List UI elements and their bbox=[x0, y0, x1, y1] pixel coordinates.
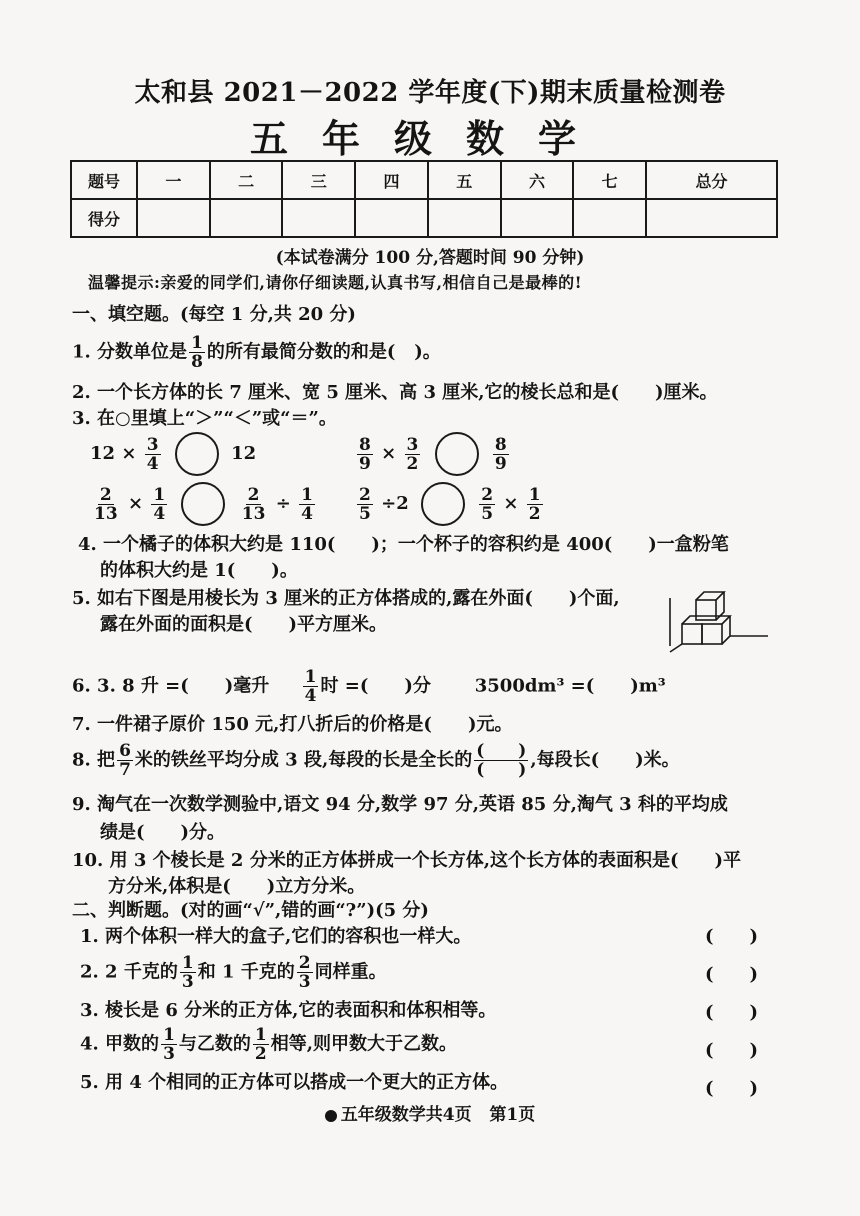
judge-question-2 bbox=[80, 954, 387, 991]
numerator: 2 bbox=[99, 484, 112, 505]
q-text: 与乙数的 bbox=[178, 1033, 251, 1055]
denominator: ( ) bbox=[476, 760, 527, 780]
compare-c bbox=[90, 482, 317, 526]
operator: × bbox=[503, 493, 519, 514]
q-text: 米的铁丝平均分成 3 段,每段的长是全长的 bbox=[134, 749, 473, 771]
numerator: 1 bbox=[301, 484, 313, 505]
denominator: 2 bbox=[528, 503, 541, 524]
q-text: 同样重。 bbox=[314, 961, 387, 983]
question-1-10-line2: 方分米,体积是( )立方分米。 bbox=[108, 876, 366, 897]
fraction bbox=[161, 1026, 177, 1063]
numerator: 6 bbox=[119, 741, 131, 761]
answer-circle[interactable] bbox=[435, 432, 479, 476]
denominator: 3 bbox=[163, 1044, 175, 1064]
q-text: 1. 分数单位是 bbox=[72, 341, 188, 363]
question-1-9-line1: 9. 淘气在一次数学测验中,语文 94 分,数学 97 分,英语 85 分,淘气 3 科的平均成 bbox=[72, 794, 728, 815]
judge-answer-2[interactable]: ( ) bbox=[705, 964, 759, 985]
fraction bbox=[493, 436, 509, 473]
compare-a bbox=[90, 432, 256, 476]
judge-answer-1[interactable]: ( ) bbox=[705, 926, 759, 947]
score-cell: 一 bbox=[137, 161, 210, 199]
score-input-cell[interactable] bbox=[282, 199, 355, 237]
answer-fraction[interactable] bbox=[474, 742, 528, 779]
score-table bbox=[70, 160, 778, 238]
score-cell: 七 bbox=[573, 161, 646, 199]
fraction bbox=[303, 668, 319, 705]
score-cell: 题号 bbox=[71, 161, 137, 199]
fraction bbox=[189, 334, 205, 371]
operator: ÷ bbox=[275, 493, 291, 514]
fraction bbox=[357, 436, 373, 473]
operator: ÷2 bbox=[381, 493, 409, 514]
q-text: 相等,则甲数大于乙数。 bbox=[270, 1033, 458, 1055]
numerator: 2 bbox=[481, 484, 494, 505]
question-1-8 bbox=[72, 742, 680, 779]
score-input-cell[interactable] bbox=[137, 199, 210, 237]
score-input-cell[interactable] bbox=[573, 199, 646, 237]
q-text: )。 bbox=[414, 341, 441, 363]
fraction bbox=[527, 486, 543, 523]
score-input-cell[interactable] bbox=[210, 199, 283, 237]
numerator: 1 bbox=[304, 667, 317, 687]
operator: × bbox=[381, 443, 397, 464]
q-text: 的所有最简分数的和是( bbox=[206, 341, 396, 363]
fraction bbox=[297, 954, 313, 991]
denominator: 4 bbox=[304, 686, 317, 706]
denominator: 3 bbox=[181, 972, 194, 992]
question-1-4-line2: 的体积大约是 1( )。 bbox=[100, 560, 298, 581]
numerator: 1 bbox=[181, 953, 194, 973]
score-input-cell[interactable] bbox=[355, 199, 428, 237]
numerator: 2 bbox=[359, 484, 371, 505]
judge-question-5: 5. 用 4 个相同的正方体可以搭成一个更大的正方体。 bbox=[80, 1072, 509, 1093]
judge-question-1: 1. 两个体积一样大的盒子,它们的容积也一样大。 bbox=[80, 926, 472, 947]
denominator: 2 bbox=[406, 453, 419, 474]
q-text: 3500dm³ =( )m³ bbox=[474, 675, 666, 697]
page-footer bbox=[0, 1100, 860, 1125]
score-row-label: 得分 bbox=[71, 199, 137, 237]
score-cell: 六 bbox=[501, 161, 574, 199]
score-cell: 总分 bbox=[646, 161, 777, 199]
numerator: 8 bbox=[494, 434, 507, 455]
numerator: 2 bbox=[298, 953, 311, 973]
score-input-cell[interactable] bbox=[501, 199, 574, 237]
question-1-9-line2: 绩是( )分。 bbox=[100, 822, 226, 843]
fraction bbox=[240, 486, 268, 523]
fraction bbox=[151, 486, 167, 523]
numerator: 3 bbox=[146, 434, 159, 455]
numerator: 1 bbox=[153, 484, 166, 505]
answer-circle[interactable] bbox=[175, 432, 219, 476]
section1-title: 一、填空题。(每空 1 分,共 20 分) bbox=[72, 304, 356, 325]
bullet-icon bbox=[325, 1110, 337, 1122]
question-1-10-line1: 10. 用 3 个棱长是 2 分米的正方体拼成一个长方体,这个长方体的表面积是( )平 bbox=[72, 850, 741, 871]
numerator: ( ) bbox=[476, 741, 527, 761]
question-1-1 bbox=[72, 334, 441, 371]
q-text: 2. 2 千克的 bbox=[80, 961, 178, 983]
fraction bbox=[479, 486, 495, 523]
q-text: 12 × bbox=[90, 443, 137, 464]
cube-stack-figure bbox=[668, 586, 778, 656]
compare-b bbox=[355, 432, 511, 476]
denominator: 13 bbox=[241, 503, 266, 524]
denominator: 3 bbox=[298, 972, 311, 992]
judge-answer-4[interactable]: ( ) bbox=[705, 1040, 759, 1061]
fraction bbox=[92, 486, 120, 523]
numerator: 1 bbox=[191, 333, 203, 353]
fraction bbox=[253, 1026, 269, 1063]
score-table-header-row bbox=[71, 161, 777, 199]
question-1-4-line1: 4. 一个橘子的体积大约是 110( )；一个杯子的容积约是 400( )一盒粉笔 bbox=[78, 534, 729, 555]
exam-tip: 温馨提示:亲爱的同学们,请你仔细读题,认真书写,相信自己是最棒的! bbox=[88, 273, 583, 292]
numerator: 1 bbox=[254, 1025, 267, 1045]
compare-d bbox=[355, 482, 545, 526]
section2-title: 二、判断题。(对的画“√”,错的画“?”)(5 分) bbox=[72, 900, 429, 921]
score-cell: 二 bbox=[210, 161, 283, 199]
denominator: 4 bbox=[301, 503, 313, 524]
fraction bbox=[357, 486, 373, 523]
judge-answer-3[interactable]: ( ) bbox=[705, 1002, 759, 1023]
fraction bbox=[117, 742, 133, 779]
numerator: 1 bbox=[163, 1025, 175, 1045]
q-text: 6. 3. 8 升 =( )毫升 bbox=[72, 675, 270, 697]
score-input-cell[interactable] bbox=[646, 199, 777, 237]
numerator: 3 bbox=[406, 434, 419, 455]
score-cell: 五 bbox=[428, 161, 501, 199]
fraction bbox=[180, 954, 196, 991]
score-cell: 四 bbox=[355, 161, 428, 199]
score-table-score-row bbox=[71, 199, 777, 237]
denominator: 4 bbox=[153, 503, 166, 524]
question-1-7: 7. 一件裙子原价 150 元,打八折后的价格是( )元。 bbox=[72, 714, 513, 735]
q-text: 12 bbox=[231, 443, 257, 464]
exam-note: (本试卷满分 100 分,答题时间 90 分钟) bbox=[275, 248, 585, 268]
operator: × bbox=[127, 493, 144, 514]
numerator: 2 bbox=[247, 484, 260, 505]
fraction bbox=[405, 436, 421, 473]
question-1-2: 2. 一个长方体的长 7 厘米、宽 5 厘米、高 3 厘米,它的棱长总和是( )厘米。 bbox=[72, 382, 718, 403]
q-text: ,每段长( )米。 bbox=[530, 749, 680, 771]
fraction bbox=[299, 486, 315, 523]
q-text: 时 =( )分 bbox=[320, 675, 431, 697]
denominator: 5 bbox=[359, 503, 371, 524]
judge-question-3: 3. 棱长是 6 分米的正方体,它的表面积和体积相等。 bbox=[80, 1000, 497, 1021]
denominator: 2 bbox=[254, 1044, 267, 1064]
denominator: 13 bbox=[94, 503, 118, 524]
numerator: 8 bbox=[359, 434, 371, 455]
question-1-3: 3. 在○里填上“＞”“＜”或“＝”。 bbox=[72, 408, 337, 429]
denominator: 9 bbox=[359, 453, 371, 474]
fraction bbox=[145, 436, 161, 473]
numerator: 1 bbox=[528, 484, 541, 505]
answer-circle[interactable] bbox=[181, 482, 225, 526]
q-text: 4. 甲数的 bbox=[80, 1033, 160, 1055]
denominator: 9 bbox=[494, 453, 507, 474]
q-text: 8. 把 bbox=[72, 749, 116, 771]
subject-title: 五年级数学 bbox=[249, 116, 610, 161]
question-1-6 bbox=[72, 668, 666, 705]
score-cell: 三 bbox=[282, 161, 355, 199]
answer-circle[interactable] bbox=[421, 482, 465, 526]
q-text: 和 1 千克的 bbox=[197, 961, 295, 983]
page-number: 第1页 bbox=[489, 1105, 536, 1125]
question-1-5-line1: 5. 如右下图是用棱长为 3 厘米的正方体搭成的,露在外面( )个面, bbox=[72, 588, 620, 609]
question-1-5-line2: 露在外面的面积是( )平方厘米。 bbox=[100, 614, 388, 635]
denominator: 7 bbox=[119, 760, 131, 780]
denominator: 8 bbox=[191, 352, 203, 372]
exam-title: 太和县 2021－2022 学年度(下)期末质量检测卷 bbox=[134, 78, 726, 108]
judge-question-4 bbox=[80, 1026, 457, 1063]
score-input-cell[interactable] bbox=[428, 199, 501, 237]
judge-answer-5[interactable]: ( ) bbox=[705, 1078, 759, 1099]
denominator: 4 bbox=[146, 453, 159, 474]
footer-text: 五年级数学共4页 bbox=[340, 1105, 472, 1125]
denominator: 5 bbox=[481, 503, 494, 524]
